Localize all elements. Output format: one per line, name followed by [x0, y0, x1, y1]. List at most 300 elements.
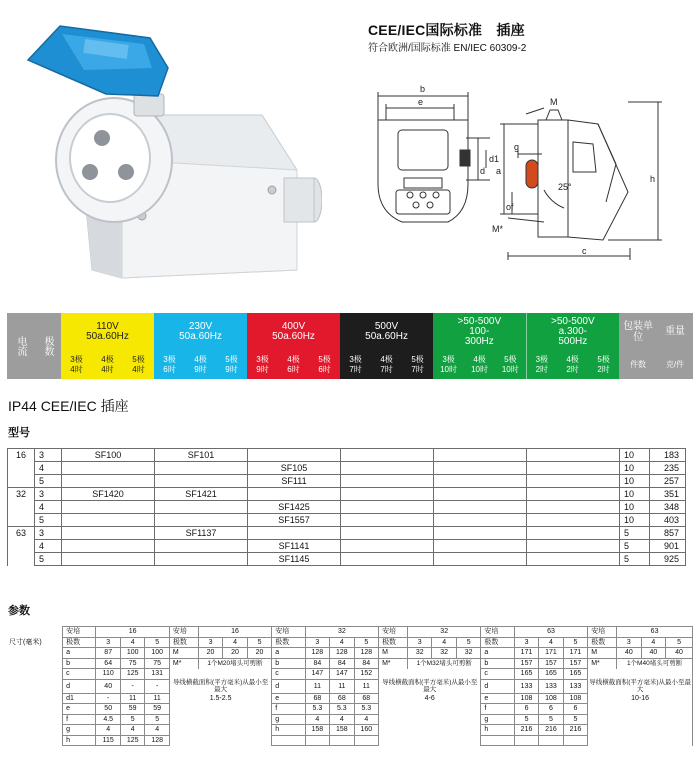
amp-value-cell: 16: [96, 627, 169, 638]
pole-cell: 4极 4时: [92, 350, 123, 379]
dim-name-cell: f: [63, 714, 96, 725]
pole-value-cell: 5: [456, 637, 481, 648]
model-table: [7, 448, 686, 566]
weight-cell: 257: [650, 475, 686, 488]
amp-value-cell: 63: [514, 627, 587, 638]
pack-unit-cell: 10: [620, 488, 650, 501]
dim-label-b: b: [420, 84, 426, 94]
dim-empty-cell: [354, 735, 379, 746]
dim-value-cell: 5.3: [354, 704, 379, 715]
pole-cell: 3极 10时: [433, 350, 464, 379]
dim-value-cell: 64: [96, 658, 120, 669]
amp-label-cell: 安培: [169, 627, 198, 638]
param-row: [7, 735, 693, 746]
dim-value-cell: 165: [514, 669, 538, 680]
dim-caption-cell: [7, 679, 63, 693]
thread-label-cell: M: [588, 648, 617, 659]
model-cell: SF101: [155, 449, 248, 462]
pole-count-cell: 4: [35, 462, 62, 475]
dim-value-cell: 157: [514, 658, 538, 669]
model-cell: [341, 527, 434, 540]
dim-name-cell: c: [63, 669, 96, 680]
plug-label-cell: M*: [379, 658, 408, 669]
dim-value-cell: 4: [305, 714, 329, 725]
current-cell: 16: [8, 449, 35, 462]
pole-count-cell: 3: [35, 527, 62, 540]
model-cell: [62, 553, 155, 566]
dim-value-cell: 5: [514, 714, 538, 725]
weight-cell: 348: [650, 501, 686, 514]
current-header: 电流: [7, 313, 34, 379]
param-row: [7, 704, 693, 715]
pack-unit-cell: 5: [620, 553, 650, 566]
model-cell: [434, 449, 527, 462]
dim-value-cell: 160: [354, 725, 379, 736]
amp-label-cell: 安培: [63, 627, 96, 638]
param-row: [7, 669, 693, 680]
model-cell: [341, 514, 434, 527]
voltage-110v: 110V 50a.60Hz: [61, 313, 154, 350]
pole-cell: 5极 6时: [309, 350, 340, 379]
dim-value-cell: 84: [305, 658, 329, 669]
pole-cell: 3极 6时: [154, 350, 185, 379]
model-cell: SF1421: [155, 488, 248, 501]
model-cell: SF1145: [248, 553, 341, 566]
amp-label-cell: 安培: [588, 627, 617, 638]
pole-count-cell: 4: [35, 540, 62, 553]
dim-value-cell: 5: [539, 714, 563, 725]
empty-cell: [379, 735, 481, 746]
model-cell: [341, 449, 434, 462]
dim-label-mstar: M*: [492, 224, 503, 234]
dim-name-cell: b: [481, 658, 514, 669]
model-cell: [341, 488, 434, 501]
dim-value-cell: 11: [120, 693, 144, 704]
empty-cell: [588, 669, 693, 680]
dim-value-cell: 5: [145, 714, 170, 725]
model-cell: [434, 553, 527, 566]
dim-value-cell: 4: [354, 714, 379, 725]
pole-value-cell: 5: [145, 637, 170, 648]
model-cell: [434, 462, 527, 475]
pole-cell: 4极 2时: [557, 350, 588, 379]
dim-name-cell: g: [481, 714, 514, 725]
model-cell: [341, 475, 434, 488]
pole-value-cell: 4: [223, 637, 247, 648]
current-cell: [8, 475, 35, 488]
model-cell: [341, 501, 434, 514]
dim-value-cell: 165: [539, 669, 563, 680]
dim-value-cell: 125: [120, 669, 144, 680]
dim-value-cell: 108: [539, 693, 563, 704]
dim-value-cell: 84: [330, 658, 354, 669]
dim-label-a: a: [496, 166, 502, 176]
pole-value-cell: 3: [305, 637, 329, 648]
model-cell: [248, 488, 341, 501]
pack-unit-header: 包装单位: [619, 313, 657, 350]
model-row: [8, 501, 686, 514]
dim-value-cell: 171: [563, 648, 588, 659]
weight-header: 重量: [657, 313, 693, 350]
amp-label-cell: 安培: [481, 627, 514, 638]
dim-value-cell: 165: [563, 669, 588, 680]
current-cell: [8, 514, 35, 527]
dim-value-cell: 108: [563, 693, 588, 704]
dim-name-cell: a: [63, 648, 96, 659]
model-cell: [248, 449, 341, 462]
pole-count-cell: 3: [35, 488, 62, 501]
dim-label-angle: 25°: [558, 182, 572, 192]
dim-value-cell: 171: [514, 648, 538, 659]
dim-value-cell: 216: [539, 725, 563, 736]
model-cell: [62, 462, 155, 475]
dim-value-cell: 68: [305, 693, 329, 704]
dim-value-cell: 110: [96, 669, 120, 680]
dim-label-m: M: [550, 97, 558, 107]
dim-name-cell: d: [63, 679, 96, 693]
pole-cell: 4极 10时: [464, 350, 495, 379]
dim-caption-cell: [7, 735, 63, 746]
model-cell: [434, 540, 527, 553]
dim-value-cell: 4: [330, 714, 354, 725]
pole-label-cell: 极数: [481, 637, 514, 648]
model-cell: [527, 540, 620, 553]
dim-value-cell: 75: [145, 658, 170, 669]
pole-count-cell: 3: [35, 449, 62, 462]
parameter-table: [7, 626, 693, 746]
pole-cell: 3极 2时: [526, 350, 557, 379]
thread-value-cell: 20: [223, 648, 247, 659]
voltage-color-band: [7, 313, 693, 379]
current-cell: 63: [8, 527, 35, 540]
pack-unit-cell: 10: [620, 501, 650, 514]
voltage-500v: 500V 50a.60Hz: [340, 313, 433, 350]
dim-label-of: of: [506, 202, 514, 212]
amp-value-cell: 32: [305, 627, 378, 638]
dim-value-cell: 4.5: [96, 714, 120, 725]
dim-caption-cell: [7, 669, 63, 680]
voltage-400v: 400V 50a.60Hz: [247, 313, 340, 350]
pole-cell: 5极 9时: [216, 350, 247, 379]
model-cell: [155, 553, 248, 566]
weight-cell: 925: [650, 553, 686, 566]
dim-value-cell: 128: [145, 735, 170, 746]
dim-name-cell: d: [272, 679, 305, 693]
pole-cell: 4极 7时: [371, 350, 402, 379]
dim-value-cell: 87: [96, 648, 120, 659]
model-cell: SF1141: [248, 540, 341, 553]
pack-unit-cell: 10: [620, 449, 650, 462]
pole-label-cell: 极数: [272, 637, 305, 648]
pole-value-cell: 3: [514, 637, 538, 648]
model-row: [8, 449, 686, 462]
dim-name-cell: f: [481, 704, 514, 715]
weight-cell: 403: [650, 514, 686, 527]
weight-subheader: 克/件: [657, 350, 693, 379]
dim-empty-cell: [514, 735, 538, 746]
dim-value-cell: 158: [330, 725, 354, 736]
dim-empty-cell: [305, 735, 329, 746]
dim-caption-cell: [7, 693, 63, 704]
pack-unit-cell: 5: [620, 527, 650, 540]
dim-caption-cell: [7, 658, 63, 669]
dim-name-cell: g: [272, 714, 305, 725]
amp-value-cell: 63: [617, 627, 693, 638]
dim-name-cell: d1: [63, 693, 96, 704]
empty-cell: [379, 714, 481, 725]
thread-value-cell: 20: [247, 648, 272, 659]
model-row: [8, 488, 686, 501]
dim-empty-cell: [330, 735, 354, 746]
dim-value-cell: 50: [96, 704, 120, 715]
dim-name-cell: e: [481, 693, 514, 704]
dim-value-cell: 68: [354, 693, 379, 704]
plug-label-cell: M*: [169, 658, 198, 669]
pole-value-cell: 5: [563, 637, 588, 648]
pole-label-cell: 极数: [63, 637, 96, 648]
pole-value-cell: 3: [617, 637, 641, 648]
thread-value-cell: 32: [456, 648, 481, 659]
pole-count-cell: 5: [35, 514, 62, 527]
dim-name-cell: d: [481, 679, 514, 693]
model-cell: SF1425: [248, 501, 341, 514]
dimension-drawing: [368, 72, 668, 287]
model-cell: [527, 462, 620, 475]
empty-cell: [588, 735, 693, 746]
model-cell: [155, 540, 248, 553]
pole-value-cell: 3: [96, 637, 120, 648]
current-cell: [8, 501, 35, 514]
pole-value-cell: 3: [198, 637, 222, 648]
amp-value-cell: 32: [407, 627, 480, 638]
pole-value-cell: 5: [354, 637, 379, 648]
model-cell: [434, 514, 527, 527]
model-cell: SF1557: [248, 514, 341, 527]
pole-count-cell: 5: [35, 475, 62, 488]
current-cell: [8, 540, 35, 553]
pole-value-cell: 4: [330, 637, 354, 648]
plug-note-cell: 1个M32堵头可剪断: [407, 658, 480, 669]
standard-subtitle: 符合欧洲/国际标准 EN/IEC 60309-2: [368, 43, 527, 54]
dim-empty-cell: [272, 735, 305, 746]
empty-cell: [169, 714, 271, 725]
dim-label-d: d: [480, 166, 486, 176]
dim-value-cell: 158: [305, 725, 329, 736]
model-row: [8, 527, 686, 540]
dim-caption-cell: 尺寸(毫米): [9, 638, 42, 646]
empty-cell: [169, 704, 271, 715]
model-cell: [434, 527, 527, 540]
dim-label-g: g: [514, 142, 520, 152]
weight-cell: 857: [650, 527, 686, 540]
model-cell: SF105: [248, 462, 341, 475]
page-title: CEE/IEC国际标准 插座: [368, 22, 525, 38]
weight-cell: 183: [650, 449, 686, 462]
empty-cell: [588, 725, 693, 736]
dim-caption-cell: [7, 714, 63, 725]
dim-label-c: c: [582, 246, 587, 256]
cable-range-cell: 4-6: [379, 693, 481, 704]
thread-label-cell: M: [379, 648, 408, 659]
dim-value-cell: 4: [120, 725, 144, 736]
pole-value-cell: 4: [432, 637, 456, 648]
dim-value-cell: 6: [539, 704, 563, 715]
cable-note-cell: 导线横截面积(平方毫米)从最小至最大: [379, 679, 481, 693]
plug-note-cell: 1个M40堵头可剪断: [617, 658, 693, 669]
dim-caption-cell: [7, 627, 63, 638]
dim-value-cell: -: [120, 679, 144, 693]
dim-value-cell: 59: [120, 704, 144, 715]
thread-value-cell: 40: [666, 648, 693, 659]
thread-value-cell: 20: [198, 648, 222, 659]
product-photo: [22, 20, 322, 285]
pack-unit-cell: 10: [620, 475, 650, 488]
current-cell: [8, 462, 35, 475]
dim-name-cell: h: [63, 735, 96, 746]
model-cell: [62, 540, 155, 553]
dim-value-cell: 40: [96, 679, 120, 693]
dim-name-cell: h: [481, 725, 514, 736]
model-cell: [434, 501, 527, 514]
empty-cell: [379, 704, 481, 715]
dim-value-cell: 152: [354, 669, 379, 680]
dim-value-cell: -: [145, 679, 170, 693]
dim-caption-cell: [7, 648, 63, 659]
model-cell: [527, 501, 620, 514]
poles-header: 极数: [34, 313, 61, 379]
pole-count-cell: 5: [35, 553, 62, 566]
dim-value-cell: 157: [563, 658, 588, 669]
pole-cell: 5极 2时: [588, 350, 619, 379]
voltage-230v: 230V 50a.60Hz: [154, 313, 247, 350]
model-cell: SF100: [62, 449, 155, 462]
empty-cell: [379, 725, 481, 736]
dim-value-cell: 128: [330, 648, 354, 659]
pack-unit-cell: 10: [620, 462, 650, 475]
cable-note-cell: 导线横截面积(平方毫米)从最小至最大: [589, 679, 692, 693]
dim-value-cell: 100: [145, 648, 170, 659]
thread-label-cell: M: [169, 648, 198, 659]
dim-name-cell: e: [63, 704, 96, 715]
dim-name-cell: g: [63, 725, 96, 736]
model-cell: [341, 540, 434, 553]
pole-label-cell: 极数: [588, 637, 617, 648]
empty-cell: [588, 714, 693, 725]
pole-value-cell: 5: [666, 637, 693, 648]
model-cell: [155, 501, 248, 514]
pole-cell: 3极 7时: [340, 350, 371, 379]
dim-value-cell: 100: [120, 648, 144, 659]
param-row: [7, 714, 693, 725]
dim-value-cell: 5: [120, 714, 144, 725]
dim-name-cell: e: [272, 693, 305, 704]
thread-value-cell: 32: [432, 648, 456, 659]
param-row: [7, 725, 693, 736]
current-cell: 32: [8, 488, 35, 501]
section-title: IP44 CEE/IEC 插座: [8, 398, 129, 414]
model-cell: [527, 449, 620, 462]
pole-cell: 3极 4时: [61, 350, 92, 379]
model-row: [8, 540, 686, 553]
dim-value-cell: 133: [514, 679, 538, 693]
pole-cell: 4极 9时: [185, 350, 216, 379]
model-cell: [62, 475, 155, 488]
dim-value-cell: 6: [514, 704, 538, 715]
model-cell: [341, 462, 434, 475]
dim-caption-cell: [7, 704, 63, 715]
dim-empty-cell: [481, 735, 514, 746]
dim-value-cell: 5.3: [305, 704, 329, 715]
dim-value-cell: 11: [305, 679, 329, 693]
amp-label-cell: 安培: [379, 627, 408, 638]
dim-value-cell: -: [96, 693, 120, 704]
param-row: [7, 679, 693, 693]
dim-label-d1: d1: [489, 154, 500, 164]
param-row: [7, 658, 693, 669]
dim-value-cell: 125: [120, 735, 144, 746]
dim-value-cell: 75: [120, 658, 144, 669]
dim-caption-cell: [7, 725, 63, 736]
dim-label-e: e: [418, 97, 424, 107]
param-row: [7, 627, 693, 638]
dim-value-cell: 157: [539, 658, 563, 669]
pole-cell: 5极 10时: [495, 350, 526, 379]
pole-value-cell: 4: [641, 637, 665, 648]
pole-cell: 4极 6时: [278, 350, 309, 379]
model-cell: [155, 475, 248, 488]
dim-value-cell: 4: [96, 725, 120, 736]
dim-value-cell: 5.3: [330, 704, 354, 715]
model-row: [8, 475, 686, 488]
model-row: [8, 514, 686, 527]
pole-value-cell: 5: [247, 637, 272, 648]
dim-value-cell: 131: [145, 669, 170, 680]
model-cell: [434, 488, 527, 501]
param-row: [7, 637, 693, 648]
cable-range-cell: 1.5-2.5: [169, 693, 271, 704]
model-row: [8, 462, 686, 475]
model-cell: [62, 527, 155, 540]
pack-unit-cell: 10: [620, 514, 650, 527]
empty-cell: [379, 669, 481, 680]
param-heading: 参数: [8, 605, 30, 617]
weight-cell: 901: [650, 540, 686, 553]
param-row: [7, 648, 693, 659]
cable-note-cell: 导线横截面积(平方毫米)从最小至最大: [169, 679, 271, 693]
dim-value-cell: 133: [563, 679, 588, 693]
dim-value-cell: 59: [145, 704, 170, 715]
model-cell: [341, 553, 434, 566]
dim-value-cell: 128: [305, 648, 329, 659]
model-cell: [155, 514, 248, 527]
dim-label-h: h: [650, 174, 656, 184]
dim-value-cell: 216: [563, 725, 588, 736]
dim-value-cell: 6: [563, 704, 588, 715]
model-cell: [248, 527, 341, 540]
pole-value-cell: 3: [407, 637, 431, 648]
model-heading: 型号: [8, 427, 30, 439]
pole-cell: 5极 7时: [402, 350, 433, 379]
dim-value-cell: 5: [563, 714, 588, 725]
model-cell: SF1137: [155, 527, 248, 540]
dim-value-cell: 4: [145, 725, 170, 736]
pack-unit-cell: 5: [620, 540, 650, 553]
pole-label-cell: 极数: [379, 637, 408, 648]
dim-value-cell: 108: [514, 693, 538, 704]
pole-cell: 3极 9时: [247, 350, 278, 379]
model-cell: SF1420: [62, 488, 155, 501]
dim-empty-cell: [539, 735, 563, 746]
